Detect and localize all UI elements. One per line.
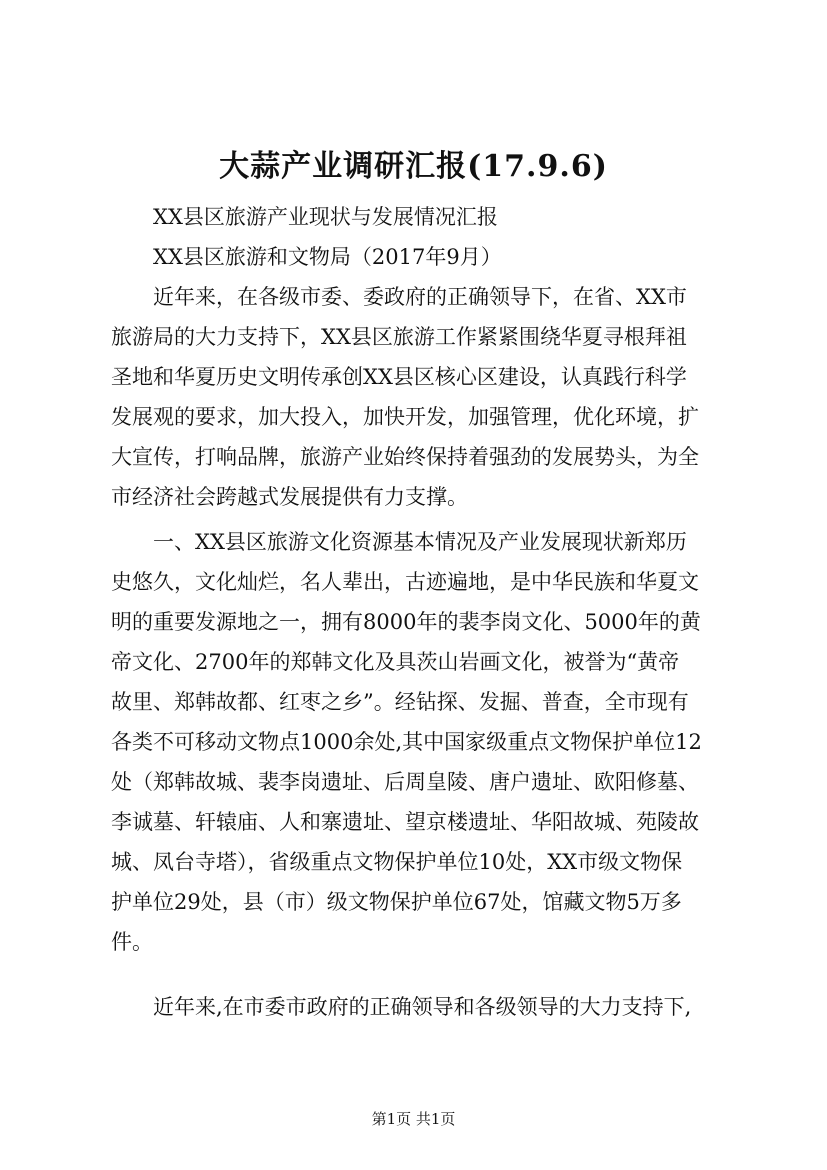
paragraph-1	[111, 277, 735, 517]
document-title: 大蒜产业调研汇报(17.9.6)	[219, 149, 608, 184]
paragraph-2-line: 各类不可移动文物点1000余处,其中国家级重点文物保护单位12	[111, 730, 702, 754]
report-author-line: XX县区旅游和文物局（2017年9月）	[153, 245, 502, 269]
paragraph-1-line: 旅游局的大力支持下，XX县区旅游工作紧紧围绕华夏寻根拜祖	[111, 325, 687, 349]
paragraph-1-line: 发展观的要求，加大投入，加快开发，加强管理，优化环境，扩	[111, 405, 699, 429]
paragraph-2-line: 史悠久，文化灿烂，名人辈出，古迹遍地，是中华民族和华夏文	[111, 570, 699, 594]
paragraph-1-line: 近年来，在各级市委、委政府的正确领导下，在省、XX市	[153, 285, 687, 309]
paragraph-2-line: 明的重要发源地之一，拥有8000年的裴李岗文化、5000年的黄	[111, 610, 701, 634]
paragraph-2-line: 李诚墓、轩辕庙、人和寨遗址、望京楼遗址、华阳故城、苑陵故	[111, 810, 699, 834]
page-footer: 第1页 共1页	[371, 1110, 456, 1128]
paragraph-2-line: 帝文化、2700年的郑韩文化及具茨山岩画文化，被誉为“黄帝	[111, 650, 680, 674]
paragraph-2-line: 件。	[111, 930, 153, 954]
paragraph-2-line: 故里、郑韩故都、红枣之乡”。经钻探、发掘、普查，全市现有	[111, 690, 689, 714]
paragraph-3-line: 近年来,在市委市政府的正确领导和各级领导的大力支持下,	[153, 995, 692, 1019]
paragraph-3	[111, 987, 735, 1027]
report-subtitle: XX县区旅游产业现状与发展情况汇报	[153, 205, 498, 229]
paragraph-2-line: 护单位29处，县（市）级文物保护单位67处，馆藏文物5万多	[111, 890, 682, 914]
paragraph-1-line: 圣地和华夏历史文明传承创XX县区核心区建设，认真践行科学	[111, 365, 687, 389]
paragraph-2	[111, 522, 735, 962]
paragraph-2-line: 一、XX县区旅游文化资源基本情况及产业发展现状新郑历	[153, 530, 687, 554]
paragraph-1-line: 市经济社会跨越式发展提供有力支撑。	[111, 485, 468, 509]
paragraph-2-line: 处（郑韩故城、裴李岗遗址、后周皇陵、唐户遗址、欧阳修墓、	[111, 770, 699, 794]
paragraph-2-line: 城、凤台寺塔），省级重点文物保护单位10处，XX市级文物保	[111, 850, 683, 874]
paragraph-1-line: 大宣传，打响品牌，旅游产业始终保持着强劲的发展势头，为全	[111, 445, 699, 469]
